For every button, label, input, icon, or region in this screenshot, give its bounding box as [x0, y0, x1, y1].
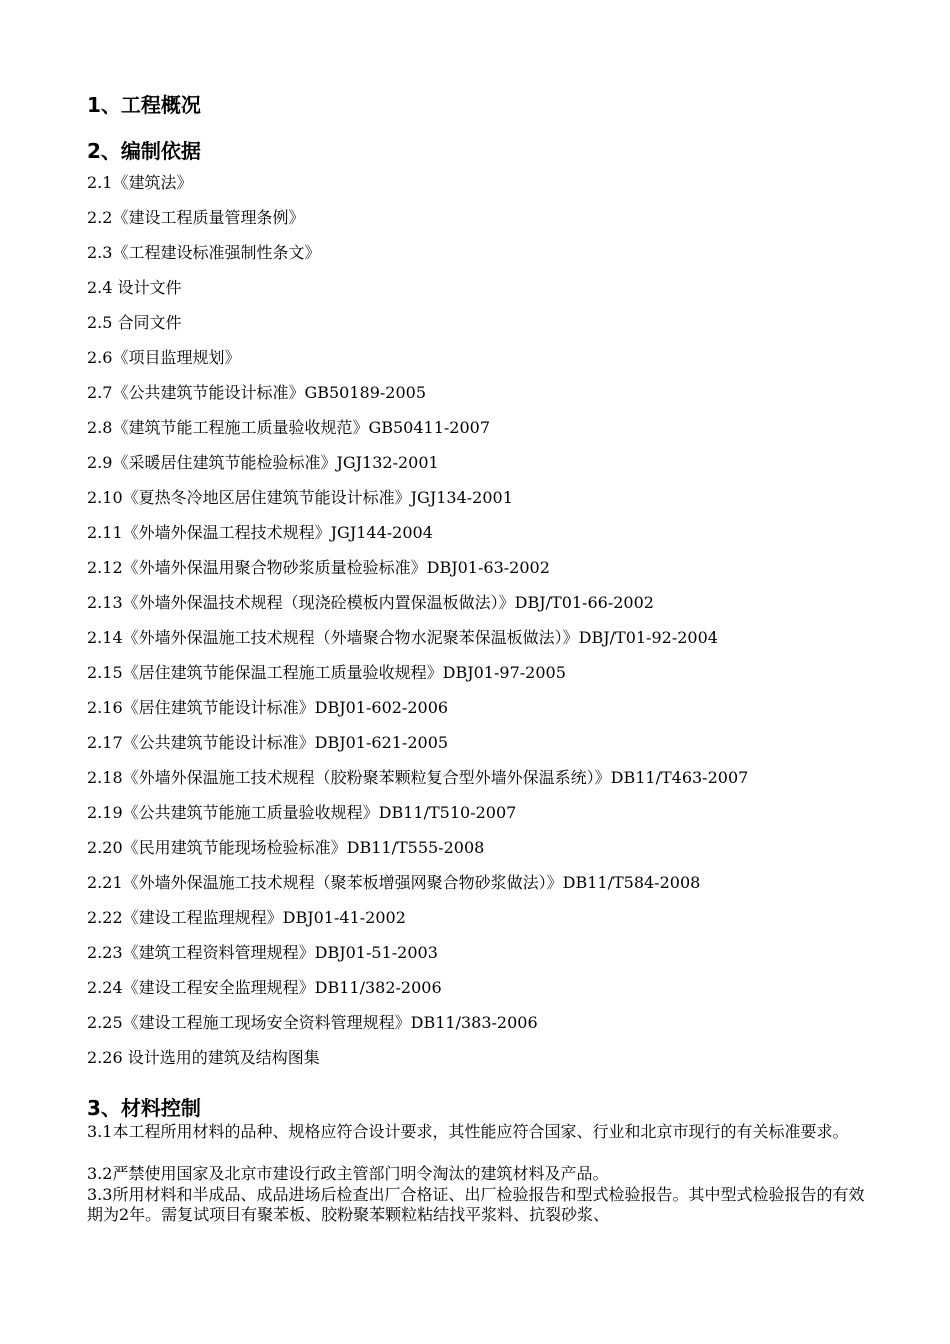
reference-item: 2.14《外墙外保温施工技术规程（外墙聚合物水泥聚苯保温板做法）》DBJ/T01-92-2004 — [87, 628, 718, 647]
reference-item: 2.23《建筑工程资料管理规程》DBJ01-51-2003 — [87, 943, 438, 962]
reference-item: 2.19《公共建筑节能施工质量验收规程》DB11/T510-2007 — [87, 803, 517, 822]
reference-item: 2.2《建设工程质量管理条例》 — [87, 208, 305, 227]
reference-item: 2.26 设计选用的建筑及结构图集 — [87, 1048, 320, 1067]
reference-item: 2.20《民用建筑节能现场检验标准》DB11/T555-2008 — [87, 838, 485, 857]
reference-item: 2.22《建设工程监理规程》DBJ01-41-2002 — [87, 908, 406, 927]
reference-item: 2.16《居住建筑节能设计标准》DBJ01-602-2006 — [87, 698, 449, 717]
reference-item: 2.1《建筑法》 — [87, 173, 193, 192]
reference-item: 2.13《外墙外保温技术规程（现浇砼模板内置保温板做法）》DBJ/T01-66-2002 — [87, 593, 654, 612]
material-paragraph: 3.3所用材料和半成品、成品进场后检查出厂合格证、出厂检验报告和型式检验报告。其中型式检验报告的有效期为2年。需复试项目有聚苯板、胶粉聚苯颗粒粘结找平浆料、抗裂砂浆、 — [87, 1185, 865, 1224]
reference-item: 2.21《外墙外保温施工技术规程（聚苯板增强网聚合物砂浆做法）》DB11/T584-2008 — [87, 873, 701, 892]
reference-item: 2.4 设计文件 — [87, 278, 182, 297]
reference-item: 2.18《外墙外保温施工技术规程（胶粉聚苯颗粒复合型外墙外保温系统）》DB11/T463-2007 — [87, 768, 749, 787]
reference-item: 2.12《外墙外保温用聚合物砂浆质量检验标准》DBJ01-63-2002 — [87, 558, 550, 577]
material-paragraph: 3.1本工程所用材料的品种、规格应符合设计要求，其性能应符合国家、行业和北京市现行的有关标准要求。 — [87, 1122, 849, 1141]
section-heading-overview: 1、工程概况 — [87, 93, 201, 117]
reference-item: 2.8《建筑节能工程施工质量验收规范》GB50411-2007 — [87, 418, 491, 437]
reference-item: 2.15《居住建筑节能保温工程施工质量验收规程》DBJ01-97-2005 — [87, 663, 566, 682]
reference-item: 2.9《采暖居住建筑节能检验标准》JGJ132-2001 — [87, 453, 439, 472]
reference-item: 2.11《外墙外保温工程技术规程》JGJ144-2004 — [87, 523, 433, 542]
reference-item: 2.17《公共建筑节能设计标准》DBJ01-621-2005 — [87, 733, 449, 752]
reference-item: 2.3《工程建设标准强制性条文》 — [87, 243, 321, 262]
reference-item: 2.24《建设工程安全监理规程》DB11/382-2006 — [87, 978, 442, 997]
reference-item: 2.5 合同文件 — [87, 313, 182, 332]
reference-item: 2.25《建设工程施工现场安全资料管理规程》DB11/383-2006 — [87, 1013, 538, 1032]
reference-item: 2.10《夏热冬冷地区居住建筑节能设计标准》JGJ134-2001 — [87, 488, 513, 507]
material-paragraph: 3.2严禁使用国家及北京市建设行政主管部门明令淘汰的建筑材料及产品。 — [87, 1164, 609, 1183]
section-heading-material-control: 3、材料控制 — [87, 1096, 201, 1120]
reference-item: 2.7《公共建筑节能设计标准》GB50189-2005 — [87, 383, 427, 402]
reference-item: 2.6《项目监理规划》 — [87, 348, 241, 367]
section-heading-basis: 2、编制依据 — [87, 139, 201, 163]
